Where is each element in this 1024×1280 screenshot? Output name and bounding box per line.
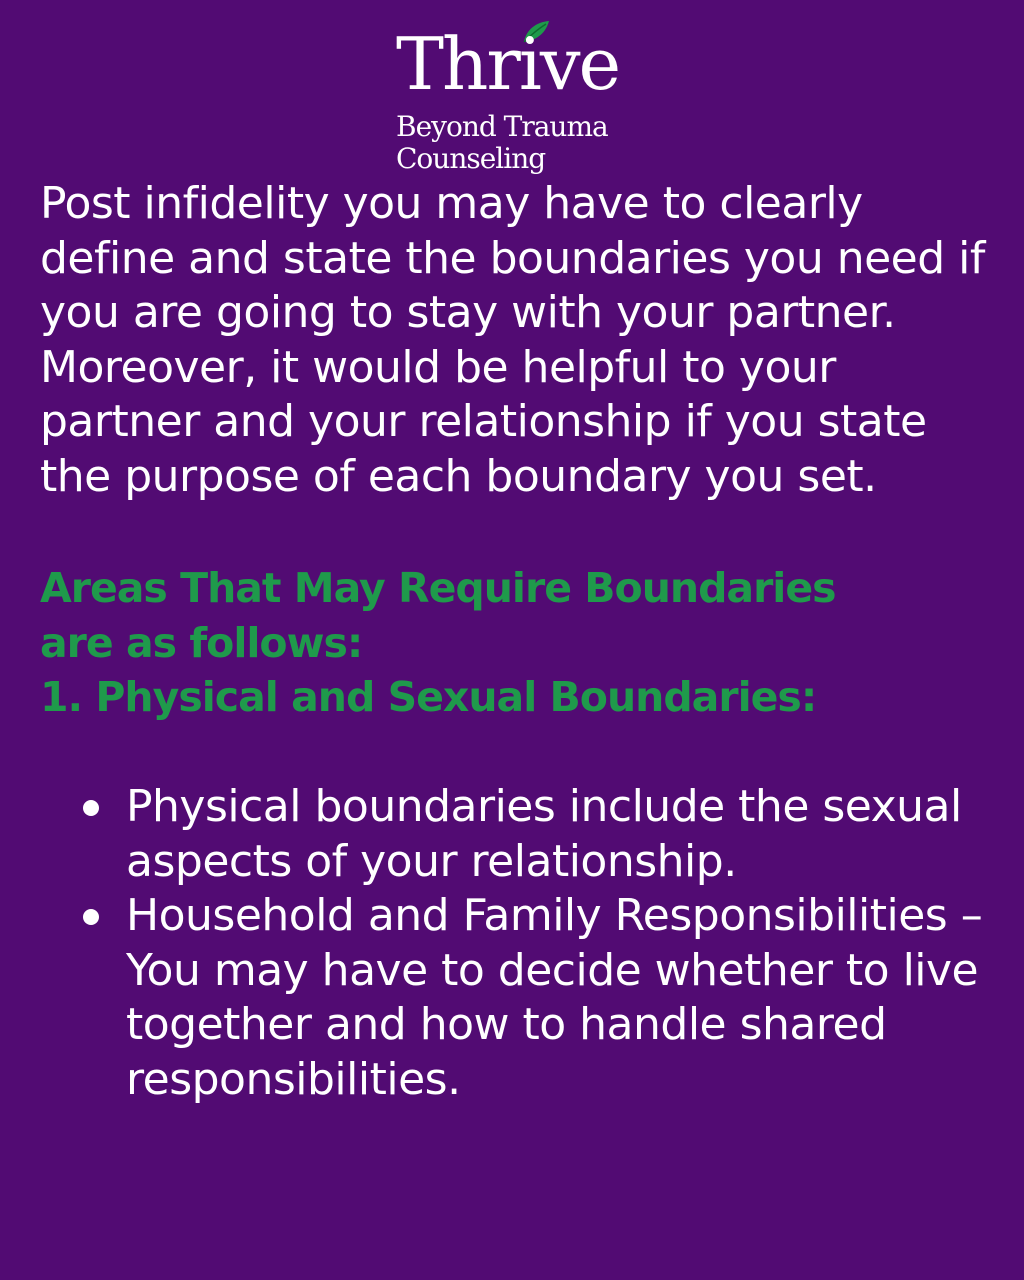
logo-title: Thrive (396, 22, 620, 106)
bullet-icon (83, 800, 99, 816)
logo-subtitle-line2: Counseling (396, 142, 546, 175)
logo (390, 20, 650, 180)
bullet-list (126, 780, 996, 1107)
logo-subtitle-line1: Beyond Trauma (396, 110, 608, 143)
section-heading-line1: Areas That May Require Boundaries (40, 564, 836, 612)
list-item-text: Household and Family Responsibilities – You may have to decide whether to live together and how to handle shared responsibilities. (126, 890, 983, 1105)
list-item-text: Physical boundaries include the sexual aspects of your relationship. (126, 781, 962, 887)
list-item (126, 889, 996, 1107)
section-subheading: 1. Physical and Sexual Boundaries: (40, 673, 817, 721)
section-heading-line2: are as follows: (40, 619, 363, 667)
list-item (126, 780, 996, 889)
intro-paragraph: Post infidelity you may have to clearly define and state the boundaries you need if you are going to stay with your partner. Moreover, it would be helpful to your partner and your relationship if you state the purpose of each boundary you set. (40, 178, 985, 502)
bullet-icon (83, 909, 99, 925)
